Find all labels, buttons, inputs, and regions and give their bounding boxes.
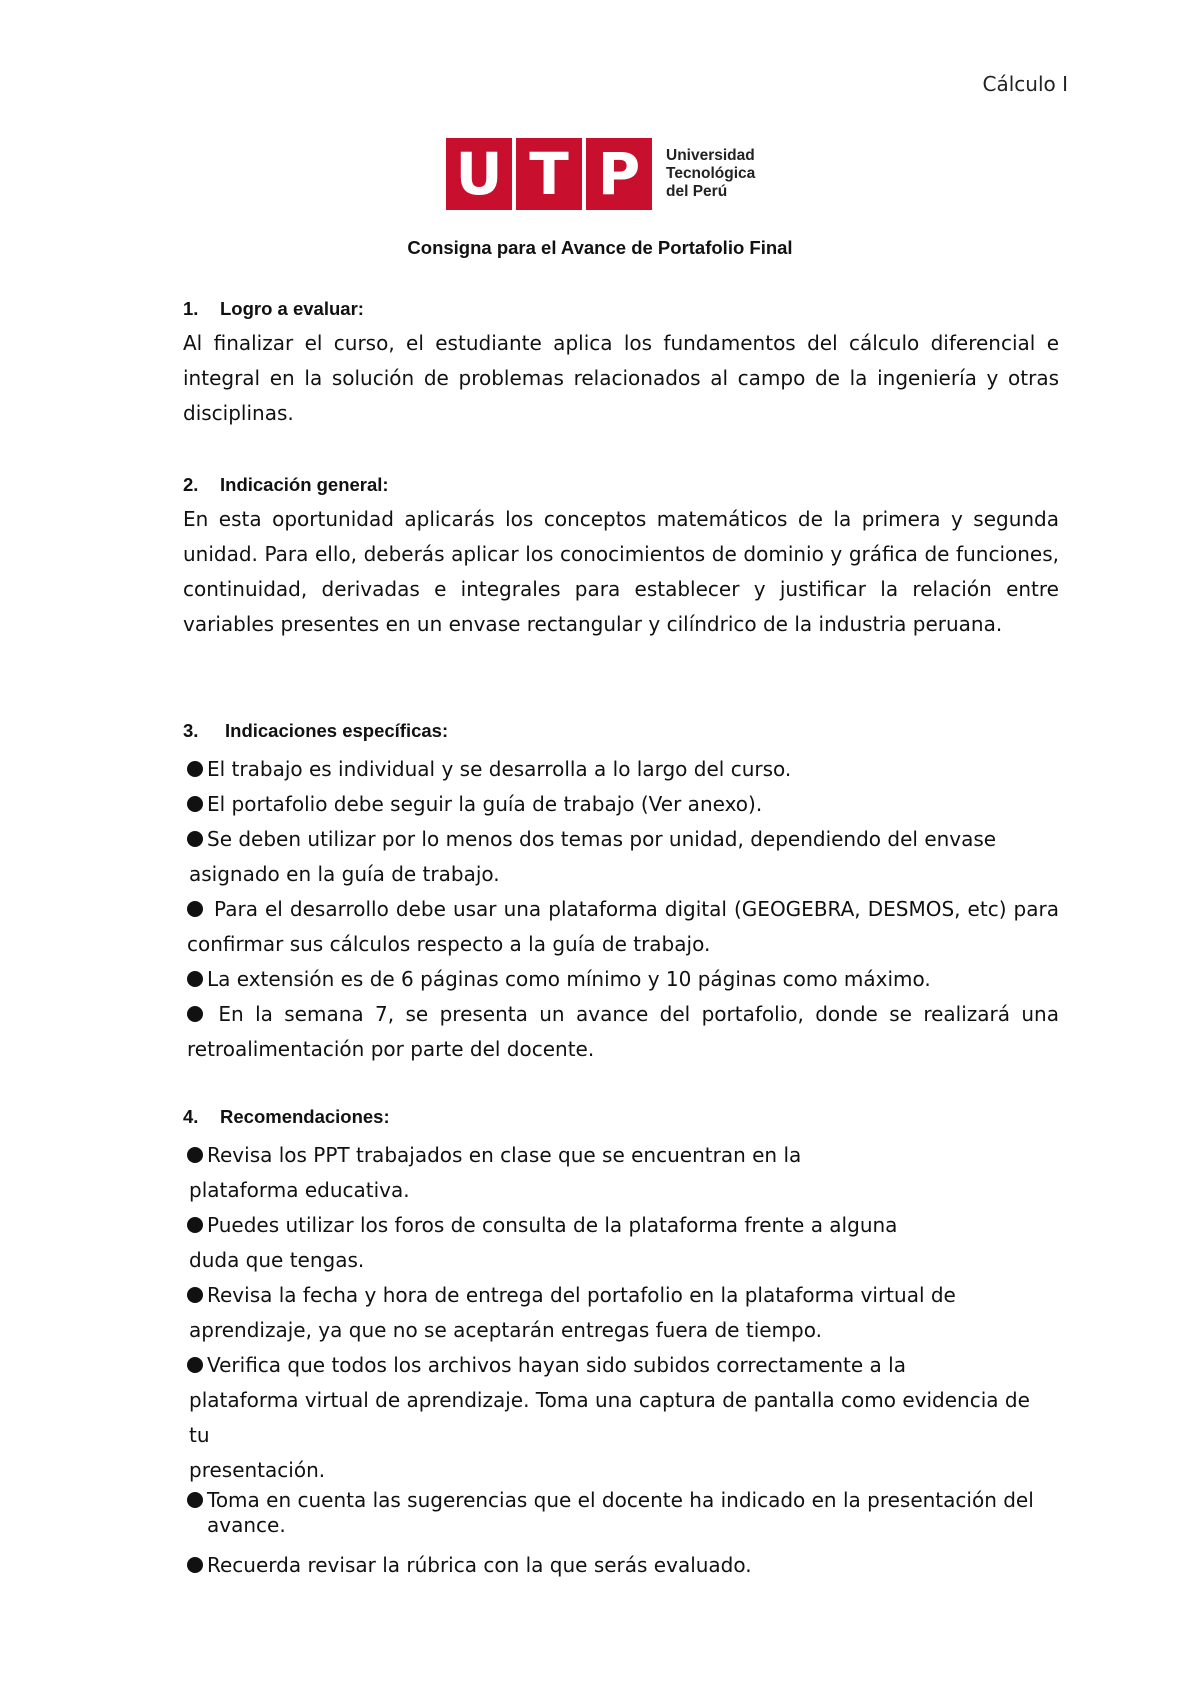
section-1-text: Al finalizar el curso, el estudiante aplica los fundamentos del cálculo diferencial e integral en la solución de problemas relacionados al campo de la ingeniería y otras disciplinas.	[183, 331, 1059, 425]
section-2-number: 2.	[183, 474, 199, 495]
recommendation-item-2-continuation: duda que tengas.	[189, 1248, 365, 1272]
recommendation-item-3: Revisa la fecha y hora de entrega del portafolio en la plataforma virtual de	[187, 1278, 1059, 1313]
recommendation-item-3-continuation: aprendizaje, ya que no se aceptarán entregas fuera de tiempo.	[189, 1318, 822, 1342]
section-2-heading	[183, 474, 389, 496]
recommendation-item-5: Toma en cuenta las sugerencias que el docente ha indicado en la presentación del	[187, 1488, 1059, 1513]
section-3-title: Indicaciones específicas:	[225, 720, 449, 741]
utp-logo-mark	[446, 138, 652, 210]
recommendation-item-1-continuation: plataforma educativa.	[189, 1178, 410, 1202]
recommendation-item-4-continuation-1: plataforma virtual de aprendizaje. Toma una captura de pantalla como evidencia de	[189, 1388, 1030, 1412]
logo-line-3: del Perú	[666, 183, 728, 200]
recommendation-item-2: Puedes utilizar los foros de consulta de la plataforma frente a alguna	[187, 1208, 1059, 1243]
header-course-name: Cálculo I	[982, 72, 1068, 96]
bullet-icon	[187, 796, 203, 812]
section-4-title: Recomendaciones:	[220, 1106, 390, 1127]
bullet-icon	[187, 1492, 203, 1508]
document-title: Consigna para el Avance de Portafolio Final	[407, 237, 793, 258]
recommendation-item-4-continuation-3: presentación.	[189, 1458, 326, 1482]
specific-item-4: Para el desarrollo debe usar una plataforma digital (GEOGEBRA, DESMOS, etc) para confirmar sus cálculos respecto a la guía de trabajo.	[187, 897, 1059, 956]
recommendation-item-4: Verifica que todos los archivos hayan sido subidos correctamente a la	[187, 1348, 1059, 1383]
bullet-icon	[187, 831, 203, 847]
section-1-title: Logro a evaluar:	[220, 298, 364, 319]
section-1-number: 1.	[183, 298, 199, 319]
section-1-heading	[183, 298, 364, 320]
section-4-number: 4.	[183, 1106, 199, 1127]
logo-letter-u: U	[446, 138, 516, 210]
recommendation-item-4-continuation-2: tu	[189, 1423, 210, 1447]
section-2-title: Indicación general:	[220, 474, 389, 495]
logo-letter-p: P	[586, 138, 652, 210]
section-3-heading	[183, 720, 448, 742]
recommendation-item-5-continuation: avance.	[207, 1513, 286, 1537]
specific-item-5: La extensión es de 6 páginas como mínimo y 10 páginas como máximo.	[187, 962, 1059, 997]
bullet-icon	[187, 1357, 203, 1373]
bullet-icon	[187, 761, 203, 777]
utp-logo-wordmark	[666, 147, 755, 201]
section-2-text: En esta oportunidad aplicarás los conceptos matemáticos de la primera y segunda unidad. Para ello, deberás aplicar los conocimientos de dominio y gráfica de funciones, continuidad, derivadas e integrales para establecer y justificar la relación entre variables presentes en un envase rectangular y cilíndrico de la industria peruana.	[183, 507, 1059, 636]
bullet-icon	[187, 1006, 203, 1022]
utp-logo	[446, 138, 766, 210]
specific-item-3-continuation: asignado en la guía de trabajo.	[189, 862, 500, 886]
specific-item-2: El portafolio debe seguir la guía de trabajo (Ver anexo).	[187, 787, 1059, 822]
specific-item-6: En la semana 7, se presenta un avance del portafolio, donde se realizará una retroalimentación por parte del docente.	[187, 1002, 1059, 1061]
section-4-heading	[183, 1106, 390, 1128]
bullet-icon	[187, 971, 203, 987]
specific-item-1: El trabajo es individual y se desarrolla a lo largo del curso.	[187, 752, 1059, 787]
bullet-icon	[187, 1557, 203, 1573]
bullet-icon	[187, 1147, 203, 1163]
logo-letter-t: T	[516, 138, 586, 210]
recommendation-item-1: Revisa los PPT trabajados en clase que se encuentran en la	[187, 1138, 1059, 1173]
specific-item-3: Se deben utilizar por lo menos dos temas por unidad, dependiendo del envase	[187, 822, 1059, 857]
bullet-icon	[187, 1287, 203, 1303]
logo-line-1: Universidad	[666, 147, 755, 164]
bullet-icon	[187, 1217, 203, 1233]
bullet-icon	[187, 901, 203, 917]
logo-line-2: Tecnológica	[666, 165, 756, 182]
section-3-number: 3.	[183, 720, 199, 741]
recommendation-item-6: Recuerda revisar la rúbrica con la que serás evaluado.	[187, 1548, 1059, 1583]
